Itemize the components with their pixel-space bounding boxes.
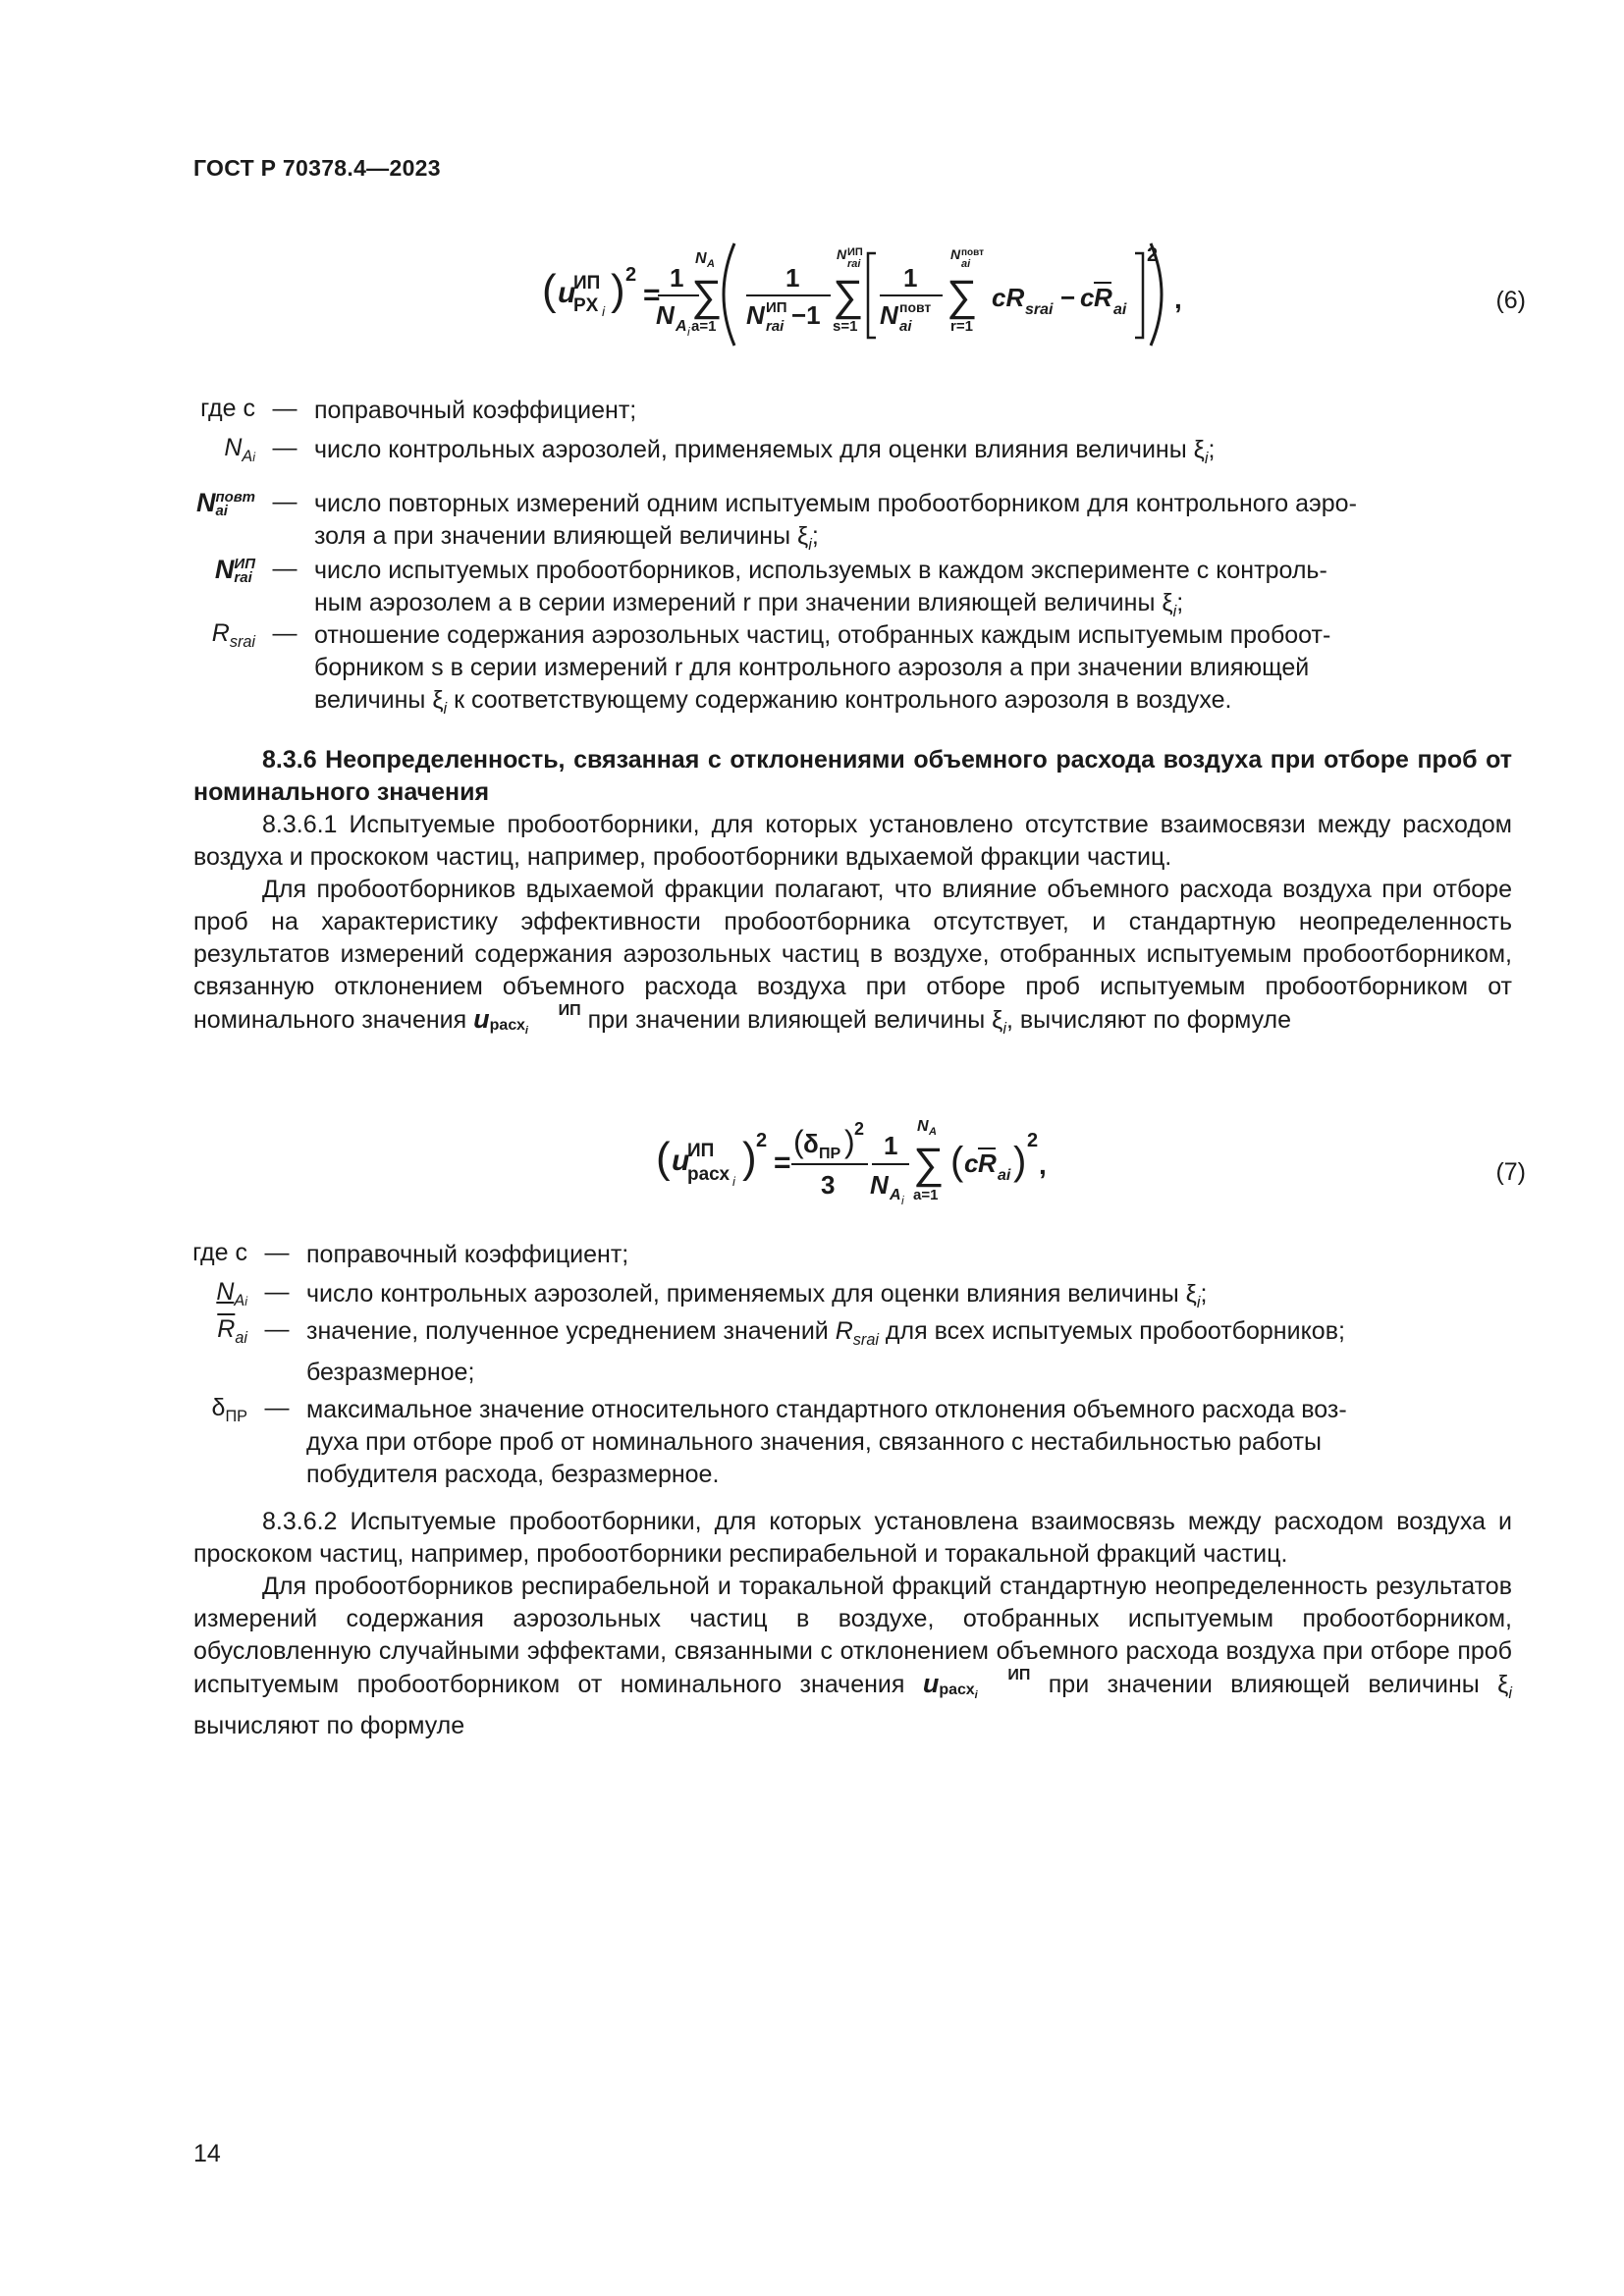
paragraph-vdykh: Для пробоотборников вдыхаемой фракции полагают, что влияние объемного расхода воздуха при отборе проб на характеристику эффективности пробоотборника отсутствует, и стандартную неопределенность результатов измерений содержания аэрозольных частиц в воздухе, отобранных испытуемым пробоотборником, связанную отклонением объемного расхода воздуха при отборе проб испытуемым пробоотборником от номинального значения u ИП расх$_i$ при значении влияющей величины $\xi_i$, вычисляют по формуле [193, 876, 1512, 1039]
svg-text:A: A [890, 1187, 901, 1203]
svg-text:(: ( [950, 1140, 964, 1183]
def7-N-Ai: $N_{Ai}$ — число контрольных аэрозолей, применяемых для оценки влияния величины $\xi_i$; [216, 1278, 1208, 1311]
svg-text:2: 2 [854, 1119, 865, 1139]
svg-text:N: N [950, 246, 961, 262]
svg-text:ПР: ПР [819, 1146, 841, 1162]
svg-text:i: i [732, 1174, 735, 1189]
def7-c: где c — поправочный коэффициент; [192, 1239, 629, 1268]
svg-text:s=1: s=1 [833, 318, 858, 335]
u-rasch-symbol-2: u ИП расх$_i$ [922, 1667, 1031, 1702]
svg-text:A: A [929, 1126, 937, 1138]
page-header: ГОСТ Р 70378.4—2023 [193, 155, 441, 181]
def-N-Ai: $N_{Ai}$ — число контрольных аэрозолей, применяемых для оценки влияния величины $\xi_i$; [224, 434, 1216, 467]
svg-text:i: i [901, 1194, 904, 1207]
formula-7 [0, 1101, 1624, 1209]
svg-text:δ: δ [803, 1129, 819, 1158]
svg-text:ai: ai [998, 1167, 1011, 1184]
def7-delta-pr: $\delta_{ПР}$ — максимальное значение относительного стандартного отклонения объемного расхода воз- духа при отборе проб от номинального значения, связанного с нестабильностью работы побудителя расхода, безразмерное. [211, 1394, 1347, 1488]
svg-text:i: i [687, 325, 690, 339]
svg-text:2: 2 [756, 1130, 768, 1151]
svg-text:повт: повт [961, 247, 985, 258]
svg-text:N: N [880, 300, 898, 330]
svg-text:2: 2 [1147, 244, 1159, 266]
f6-u-sup: ИП [573, 273, 601, 294]
svg-text:∑: ∑ [947, 272, 978, 320]
svg-text:a=1: a=1 [691, 318, 717, 335]
u-rasch-symbol: u ИП расх$_i$ [473, 1002, 581, 1038]
svg-text:cR: cR [992, 283, 1025, 312]
svg-text:): ) [611, 266, 625, 314]
svg-text:∑: ∑ [913, 1140, 945, 1188]
svg-text:N: N [656, 300, 675, 330]
svg-text:ai: ai [1113, 301, 1127, 318]
def-R-srai: $R_{srai}$ — отношение содержания аэрозольных частиц, отобранных каждым испытуемым пробоот- борником s в серии измерений r для контрольного аэрозоля a при значении влияющей величины $\xi_i$ к соответствующему содержанию контрольного аэрозоля в воздухе. [211, 619, 1331, 718]
svg-text:(: ( [793, 1124, 804, 1159]
svg-text:srai: srai [1025, 301, 1054, 318]
svg-text:2: 2 [1027, 1130, 1039, 1151]
svg-text:i: i [602, 303, 606, 319]
svg-text:ai: ai [899, 318, 912, 335]
def-c: где c — поправочный коэффициент; [200, 395, 637, 424]
svg-text:A: A [676, 318, 687, 335]
svg-text:R: R [1094, 283, 1112, 312]
svg-text:rai: rai [847, 258, 861, 270]
svg-text:∑: ∑ [833, 272, 864, 320]
formula-6-svg [0, 226, 1624, 353]
section-8-3-6-2 [193, 1506, 1512, 1742]
formula-7-svg [0, 1101, 1624, 1209]
svg-text:u: u [672, 1145, 690, 1177]
svg-text:1: 1 [903, 263, 918, 293]
svg-text:−: − [1060, 283, 1076, 312]
svg-text:r=1: r=1 [950, 318, 973, 335]
svg-text:3: 3 [821, 1170, 836, 1200]
f6-u: u [558, 277, 576, 309]
svg-text:ИП: ИП [847, 246, 863, 258]
svg-text:c: c [1080, 283, 1095, 312]
svg-text:): ) [844, 1124, 855, 1159]
def-N-rai-ip: NИП rai — число испытуемых пробоотборников, используемых в каждом эксперименте с контроль- ным аэрозолем a в серии измерений r при значении влияющей величины $\xi_i$; [214, 555, 1327, 620]
svg-text:=: = [774, 1147, 791, 1179]
f6-u-sub: PX [573, 295, 599, 316]
svg-text:(: ( [656, 1134, 671, 1182]
definitions-6 [0, 395, 1624, 718]
svg-text:,: , [1039, 1149, 1047, 1180]
svg-text:N: N [837, 246, 847, 262]
svg-text:a=1: a=1 [913, 1187, 939, 1203]
svg-text:2: 2 [625, 264, 637, 286]
svg-text:N: N [746, 300, 765, 330]
svg-text:N: N [917, 1118, 929, 1135]
svg-text:=: = [643, 279, 661, 311]
formula-7-number: (7) [1495, 1158, 1526, 1186]
svg-text:ai: ai [961, 258, 971, 270]
paragraph-8-3-6-2: 8.3.6.2 Испытуемые пробоотборники, для которых установлена взаимосвязь между расходом воздуха и проскоком частиц, например, пробоотборники респирабельной и торакальной фракций частиц. [193, 1508, 1512, 1568]
formula-6-number: (6) [1495, 287, 1526, 314]
svg-text:1: 1 [785, 263, 800, 293]
svg-text:−1: −1 [791, 300, 821, 330]
svg-text:N: N [870, 1170, 889, 1200]
svg-text:rai: rai [766, 318, 785, 335]
formula-6 [0, 226, 1624, 353]
svg-text:): ) [742, 1134, 757, 1182]
paragraph-resp: Для пробоотборников респирабельной и торакальной фракций стандартную неопределенность результатов измерений содержания аэрозольных частиц в воздухе, отобранных испытуемым пробоотборником, обусловленную случайными эффектами, связанными с отклонением объемного расхода воздуха при отборе проб испытуемым пробоотборником от номинального значения u ИП расх$_i$ при значении влияющей величины $\xi_i$ вычисляют по формуле [193, 1573, 1513, 1740]
section-8-3-6 [193, 744, 1512, 1045]
section-heading: 8.3.6 Неопределенность, связанная с отклонениями объемного расхода воздуха при отборе проб от номинального значения [193, 746, 1512, 806]
svg-text:1: 1 [884, 1131, 898, 1160]
svg-text:повт: повт [899, 299, 932, 315]
svg-text:ИП: ИП [766, 299, 787, 316]
def7-R-ai: $\overline{R}_{ai}$ — значение, полученное усреднением значений $R_{srai}$ для всех испытуемых пробоотборников; безразмерное; [217, 1315, 1345, 1386]
svg-text:A: A [707, 258, 715, 270]
svg-text:): ) [1013, 1140, 1027, 1183]
def-N-ai-povt: Nповт ai — число повторных измерений одним испытуемым пробоотборником для контрольного аэро- золя a при значении влияющей величины $\xi_i$; [195, 488, 1357, 554]
svg-text:1: 1 [670, 263, 684, 293]
paragraph-8-3-6-1: 8.3.6.1 Испытуемые пробоотборники, для которых установлено отсутствие взаимосвязи между расходом воздуха и проскоком частиц, например, пробоотборники вдыхаемой фракции частиц. [193, 811, 1512, 871]
svg-text:,: , [1174, 284, 1182, 314]
svg-text:ИП: ИП [687, 1141, 715, 1161]
svg-text:расх: расх [687, 1164, 731, 1185]
svg-text:R: R [978, 1148, 997, 1178]
svg-text:(: ( [542, 266, 557, 314]
svg-text:c: c [964, 1148, 979, 1178]
svg-text:N: N [695, 250, 707, 267]
svg-text:∑: ∑ [691, 272, 723, 320]
page-number: 14 [193, 2140, 221, 2167]
definitions-7 [0, 1239, 1624, 1492]
